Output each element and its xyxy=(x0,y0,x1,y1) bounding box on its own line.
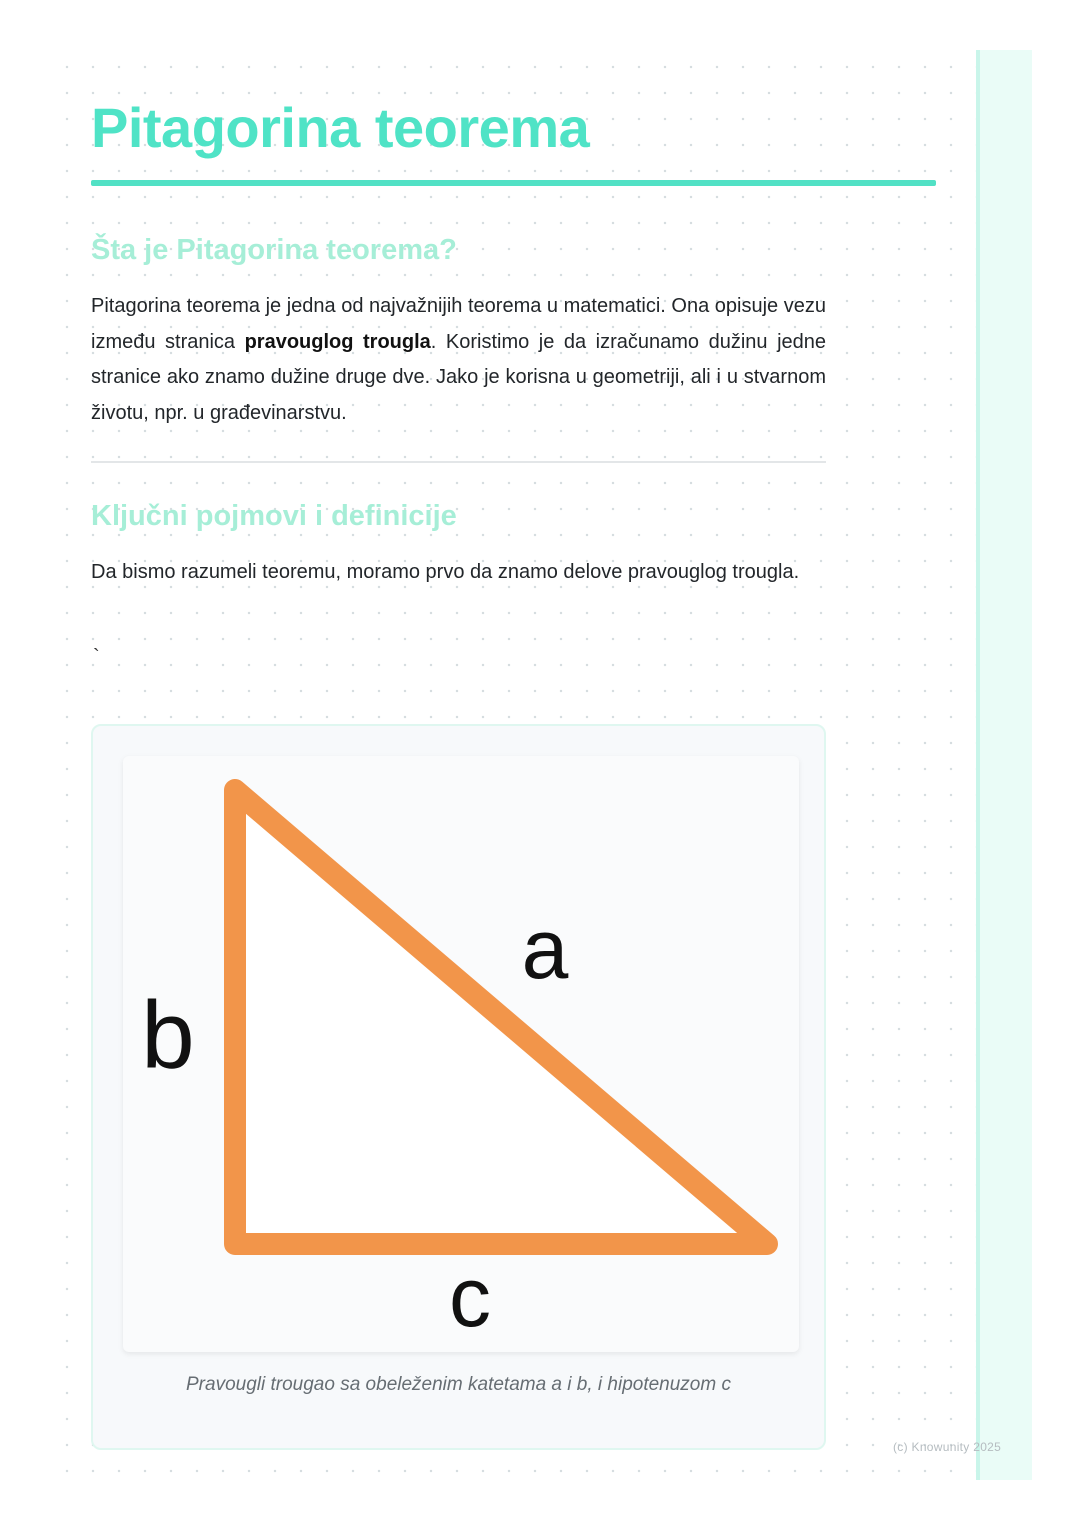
intro-paragraph xyxy=(91,289,826,431)
copyright-footer: (c) Knowunity 2025 xyxy=(893,1440,1002,1454)
triangle-shape xyxy=(235,790,767,1244)
intro-text-2: . Koristimo je da izračunamo dužinu jedne stranice ako znamo dužine druge dve. Jako je korisna u geometriji, ali i u stvarnom životu, npr. u građevinarstvu. xyxy=(91,330,827,424)
figure-card xyxy=(91,724,826,1450)
key-terms-paragraph: Da bismo razumeli teoremu, moramo prvo da znamo delove pravouglog trougla. xyxy=(91,561,800,583)
right-triangle-diagram xyxy=(123,756,799,1352)
section-heading-key-terms: Ključni pojmovi i definicije xyxy=(91,500,457,532)
figure-image xyxy=(123,756,799,1352)
stray-mark: ` xyxy=(93,646,100,668)
intro-text-1: Pitagorina teorema je jedna od najvažnijih teorema u matematici. Ona opisuje vezu između stranica xyxy=(91,295,826,353)
label-a: a xyxy=(521,902,569,996)
section-divider xyxy=(91,461,826,463)
intro-bold-term: pravouglog trougla xyxy=(244,330,431,353)
figure-caption: Pravougli trougao sa obeleženim katetama a i b, i hipotenuzom c xyxy=(186,1374,731,1395)
section-heading-what-is: Šta je Pitagorina teorema? xyxy=(91,234,457,266)
label-b: b xyxy=(141,982,195,1089)
page-title: Pitagorina teorema xyxy=(91,96,590,159)
side-rail xyxy=(976,50,1032,1480)
title-underline xyxy=(91,180,936,186)
label-c: c xyxy=(449,1250,491,1344)
